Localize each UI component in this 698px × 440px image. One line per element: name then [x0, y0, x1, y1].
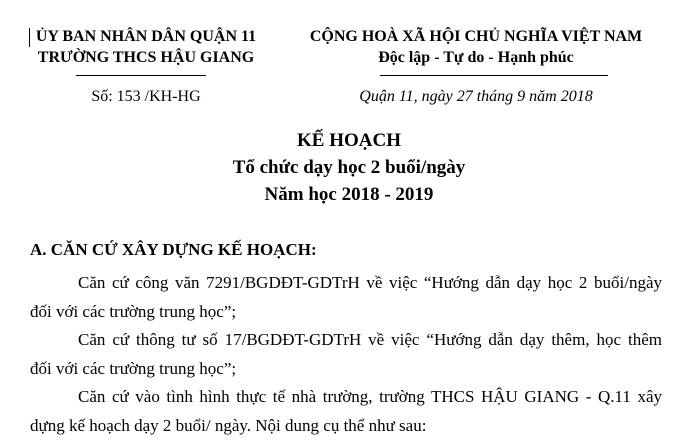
agency-name: ỦY BAN NHÂN DÂN QUẬN 11: [35, 28, 257, 45]
left-header-underline: [76, 75, 206, 76]
document-title: KẾ HOẠCH: [297, 130, 401, 151]
paragraph-3: [30, 382, 662, 440]
reference-number: Số: 153 /KH-HG: [91, 88, 201, 105]
paragraph-2-line-1: Căn cứ thông tư số 17/BGDĐT-GDTrH về việc “Hướng dẫn dạy thêm, học thêm: [78, 330, 662, 349]
school-name: TRƯỜNG THCS HẬU GIANG: [37, 49, 255, 66]
paragraph-3-line-1: Căn cứ vào tình hình thực tế nhà trường, trường THCS HẬU GIANG - Q.11 xây: [78, 387, 662, 406]
document-subtitle: Tổ chức dạy học 2 buổi/ngày: [232, 157, 466, 178]
national-motto: Độc lập - Tự do - Hạnh phúc: [378, 49, 574, 66]
right-header-underline: [380, 75, 608, 76]
school-year: Năm học 2018 - 2019: [264, 184, 434, 205]
section-a-heading: A. CĂN CỨ XÂY DỰNG KẾ HOẠCH:: [30, 240, 317, 259]
paragraph-2: [30, 325, 662, 383]
paragraph-1: [30, 268, 662, 326]
paragraph-3-line-2: dựng kế hoạch dạy 2 buổi/ ngày. Nội dung cụ thể như sau:: [30, 416, 427, 435]
paragraph-2-line-2: đối với các trường trung học”;: [30, 359, 237, 378]
national-title: CỘNG HOÀ XÃ HỘI CHỦ NGHĨA VIỆT NAM: [309, 28, 643, 45]
paragraph-1-line-2: đối với các trường trung học”;: [30, 302, 237, 321]
issue-date: Quận 11, ngày 27 tháng 9 năm 2018: [359, 88, 593, 105]
paragraph-1-line-1: Căn cứ công văn 7291/BGDĐT-GDTrH về việc “Hướng dẫn dạy học 2 buổi/ngày: [78, 273, 662, 292]
